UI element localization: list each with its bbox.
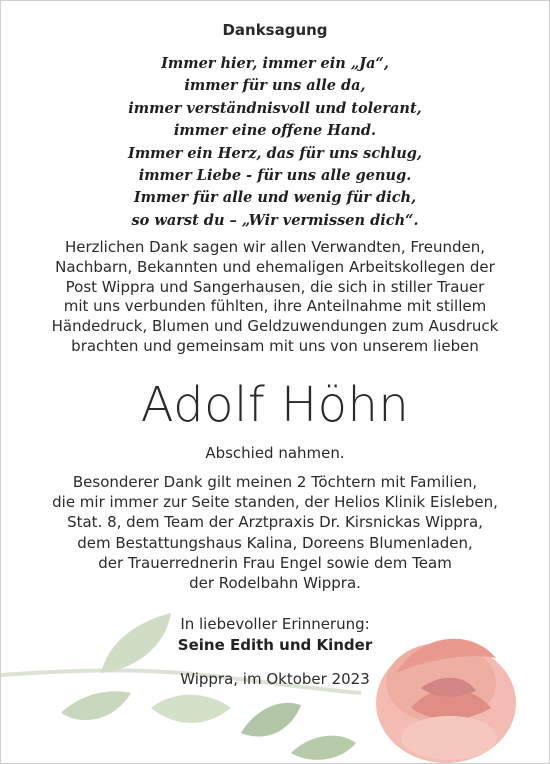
thanks-line: mit uns verbunden fühlten, ihre Anteilnahme mit stillem bbox=[63, 297, 487, 316]
leaf-5 bbox=[291, 736, 356, 760]
special-thanks-line: Stat. 8, dem Team der Arztpraxis Dr. Kirsnickas Wippra, bbox=[67, 513, 483, 532]
thanks-line: Post Wippra und Sangerhausen, die sich in stiller Trauer bbox=[65, 277, 485, 296]
thanks-paragraph bbox=[1, 238, 549, 357]
poem bbox=[1, 53, 549, 232]
heading: Danksagung bbox=[222, 21, 328, 39]
special-thanks-line: dem Bestattungshaus Kalina, Doreens Blumenladen, bbox=[77, 533, 473, 552]
rose-bloom bbox=[376, 639, 516, 763]
thanks-line: Händedruck, Blumen und Geldzuwendungen zum Ausdruck bbox=[51, 317, 499, 336]
poem-line: Immer ein Herz, das für uns schlug, bbox=[128, 144, 422, 162]
farewell-text: Abschied nahmen. bbox=[205, 444, 345, 462]
thanks-line: brachten und gemeinsam mit uns von unserem lieben bbox=[71, 336, 479, 355]
leaf-3 bbox=[151, 695, 231, 723]
leaf-2 bbox=[61, 691, 131, 720]
poem-line: Immer hier, immer ein „Ja“, bbox=[161, 55, 389, 72]
special-thanks-paragraph bbox=[1, 472, 549, 593]
memory-line: In liebevoller Erinnerung: bbox=[180, 615, 370, 633]
thanks-line: Nachbarn, Bekannten und ehemaligen Arbeitskollegen der bbox=[55, 257, 495, 276]
deceased-name: Adolf Höhn bbox=[140, 377, 410, 433]
poem-line: so warst du – „Wir vermissen dich“. bbox=[131, 211, 419, 229]
place-date: Wippra, im Oktober 2023 bbox=[180, 670, 370, 688]
special-thanks-line: die mir immer zur Seite standen, der Helios Klinik Eisleben, bbox=[52, 493, 498, 512]
poem-line: immer eine offene Hand. bbox=[173, 122, 377, 140]
poem-line: immer für uns alle da, bbox=[184, 77, 366, 95]
special-thanks-line: Besonderer Dank gilt meinen 2 Töchtern mit Familien, bbox=[72, 473, 478, 491]
signature: Seine Edith und Kinder bbox=[177, 636, 373, 654]
poem-line: Immer für alle und wenig für dich, bbox=[133, 189, 417, 207]
poem-line: immer Liebe - für uns alle genug. bbox=[138, 167, 412, 185]
leaf-4 bbox=[241, 703, 301, 737]
special-thanks-line: der Trauerrednerin Frau Engel sowie dem Team bbox=[98, 553, 452, 572]
special-thanks-line: der Rodelbahn Wippra. bbox=[189, 574, 361, 593]
poem-line: immer verständnisvoll und tolerant, bbox=[128, 99, 422, 117]
thanks-line: Herzlichen Dank sagen wir allen Verwandten, Freunden, bbox=[64, 238, 486, 256]
